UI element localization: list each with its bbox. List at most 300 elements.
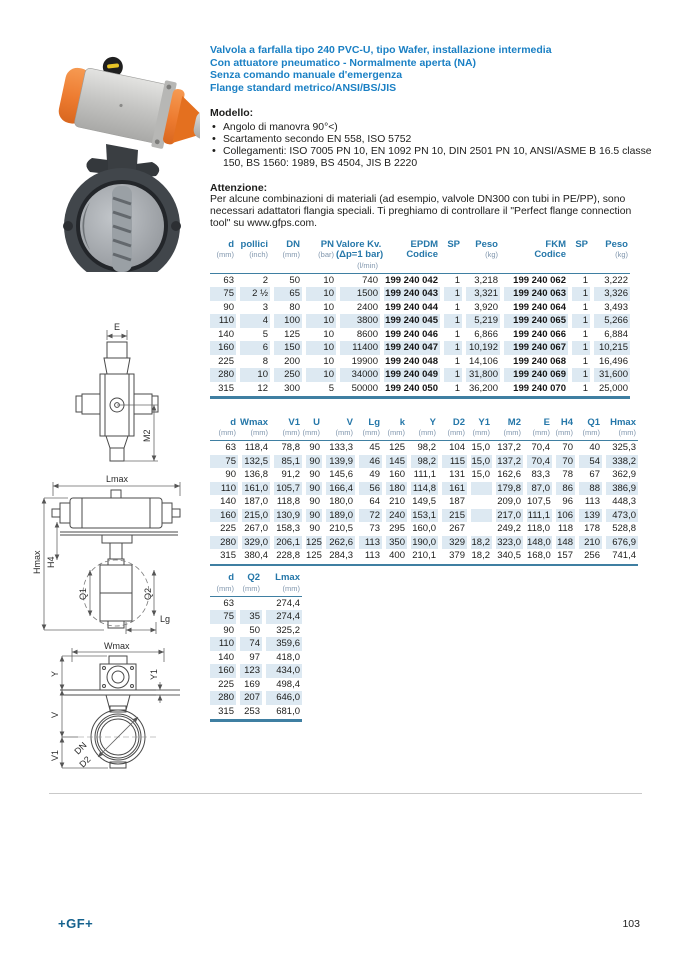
cell: 3,493 — [604, 301, 628, 313]
column-header: d (mm) — [210, 573, 236, 597]
cell: 150 — [270, 341, 302, 355]
cell: 162,6 — [497, 469, 521, 481]
product-photo-butterfly-valve-with-actuator — [52, 40, 200, 272]
cell: 100 — [270, 314, 302, 328]
cell: 160 — [210, 664, 236, 678]
cell: 16,496 — [598, 355, 628, 367]
cell: 10 — [323, 301, 334, 313]
bullet-icon: • — [212, 120, 216, 133]
attention-text: Per alcune combinazioni di materiali (ad esempio, valvole DN300 con tubi in PE/PP), sono necessari adattatori flangia speciali. Ti preghiamo di controllare il "Perfect flange connection tool" su www.gfps.com. — [210, 194, 632, 230]
cell: 250 — [270, 368, 302, 382]
cell — [467, 482, 492, 496]
table-row — [210, 664, 302, 678]
cell: 12 — [257, 382, 268, 394]
cell: 3 — [262, 301, 268, 313]
footer-separator-line — [49, 793, 642, 794]
cell: 350 — [382, 536, 407, 550]
table-row — [210, 441, 638, 455]
table-row — [210, 301, 630, 315]
cell: 113 — [355, 536, 382, 550]
column-header: M2 (mm) — [492, 418, 523, 442]
cell: 199 240 067 — [500, 341, 568, 355]
cell: 681,0 — [276, 705, 300, 717]
cell: 206,1 — [270, 536, 302, 550]
table-row — [210, 651, 302, 665]
cell: 10 — [302, 314, 336, 328]
cell: 118 — [557, 523, 573, 535]
cell: 145,6 — [329, 469, 353, 481]
cell: 90 — [223, 301, 234, 313]
table-row — [210, 382, 630, 396]
page-title-line-2: Con attuatore pneumatico - Normalmente aperta (NA) — [210, 56, 477, 69]
bullet-item — [210, 134, 654, 146]
cell: 274,4 — [262, 610, 302, 624]
column-header: Lmax (mm) — [262, 573, 302, 597]
table-row — [210, 536, 638, 550]
cell: 118,0 — [527, 523, 551, 535]
cell: 34000 — [336, 368, 380, 382]
column-header: E (mm) — [523, 418, 552, 442]
cell: 1 — [582, 328, 588, 340]
cell: 98,2 — [407, 455, 438, 469]
drawing-side-view-svg — [30, 642, 215, 808]
cell: 148 — [552, 536, 575, 550]
cell: 80 — [289, 301, 300, 313]
cell: 166,4 — [322, 482, 355, 496]
table-row — [210, 341, 630, 355]
cell: 215,0 — [238, 509, 270, 523]
column-header: SP — [568, 240, 590, 274]
cell: 125 — [389, 442, 405, 454]
cell: 217,0 — [492, 509, 523, 523]
cell: 8 — [262, 355, 268, 367]
cell: 10 — [302, 368, 336, 382]
cell: 179,8 — [492, 482, 523, 496]
cell: 274,4 — [276, 597, 300, 609]
cell: 75 — [210, 455, 238, 469]
cell: 78 — [562, 469, 573, 481]
cell: 1 — [568, 314, 590, 328]
page-number: 103 — [622, 918, 640, 930]
column-header: Peso (kg) — [590, 240, 630, 274]
cell: 362,9 — [612, 469, 636, 481]
table-row — [210, 705, 302, 719]
cell: 210 — [389, 496, 405, 508]
cell: 139,9 — [322, 455, 355, 469]
cell: 340,5 — [497, 550, 521, 562]
cell: 67 — [589, 469, 600, 481]
cell: 434,0 — [262, 664, 302, 678]
cell: 97 — [249, 651, 260, 663]
cell: 8600 — [356, 328, 378, 340]
cell: 448,3 — [612, 496, 636, 508]
cell: 90 — [309, 442, 320, 454]
cell: 3,326 — [590, 287, 630, 301]
table-bottom-rule — [210, 396, 630, 399]
cell: 1 — [454, 274, 460, 286]
cell: 199 240 045 — [380, 314, 440, 328]
q2-lmax-table — [210, 573, 302, 718]
cell: 36,200 — [468, 382, 498, 394]
cell: 115 — [438, 455, 467, 469]
table-row — [210, 691, 302, 705]
cell: 130,9 — [270, 509, 302, 523]
table-row — [210, 597, 302, 611]
cell: 676,9 — [602, 536, 638, 550]
cell: 145 — [382, 455, 407, 469]
cell: 140 — [218, 651, 234, 663]
cell: 240 — [382, 509, 407, 523]
table-bottom-rule — [210, 719, 302, 722]
cell: 199 240 068 — [513, 355, 566, 367]
cell — [467, 509, 492, 523]
cell: 74 — [236, 637, 262, 651]
cell: 73 — [369, 523, 380, 535]
gf-logo: +GF+ — [58, 916, 94, 931]
bullet-text: Scartamento secondo EN 558, ISO 5752 — [223, 133, 412, 145]
cell: 86 — [552, 482, 575, 496]
valve-photo-illustration — [52, 40, 200, 272]
cell: 125 — [284, 328, 300, 340]
page-title-line-4: Flange standard metrico/ANSI/BS/JIS — [210, 81, 397, 94]
cell: 50 — [249, 624, 260, 636]
column-header: Wmax (mm) — [238, 418, 270, 442]
cell: 50 — [289, 274, 300, 286]
cell: 178 — [584, 523, 600, 535]
cell: 140 — [218, 328, 234, 340]
technical-drawing-side-view — [30, 642, 215, 808]
dim-label-v: V — [50, 711, 60, 718]
cell: 90 — [309, 469, 320, 481]
cell: 1 — [454, 328, 460, 340]
column-header: V (mm) — [322, 418, 355, 442]
cell — [467, 495, 492, 509]
dim-label-h4: H4 — [46, 556, 56, 568]
cell: 90 — [302, 509, 322, 523]
bullet-item — [210, 146, 654, 170]
table-row — [210, 522, 638, 536]
column-header: Valore Kv. (Δp=1 bar) (l/min) — [336, 240, 380, 274]
cell: 315 — [218, 705, 234, 717]
cell: 63 — [223, 597, 234, 609]
cell: 90 — [302, 482, 322, 496]
table-row — [210, 368, 630, 382]
cell: 189,0 — [322, 509, 355, 523]
table-row — [210, 468, 638, 482]
cell: 90 — [309, 523, 320, 535]
cell: 380,4 — [244, 550, 268, 562]
cell: 125 — [302, 536, 322, 550]
cell: 300 — [284, 382, 300, 394]
dim-label-wmax: Wmax — [104, 642, 130, 651]
cell: 72 — [355, 509, 382, 523]
q2-lmax-table-wrap — [210, 573, 302, 722]
cell: 190,0 — [407, 536, 438, 550]
cell: 54 — [575, 455, 602, 469]
cell: 1 — [568, 341, 590, 355]
table-row — [210, 455, 638, 469]
cell: 70 — [552, 455, 575, 469]
cell: 280 — [210, 368, 236, 382]
cell: 3,218 — [474, 274, 498, 286]
cell: 18,2 — [471, 550, 490, 562]
cell: 280 — [210, 691, 236, 705]
ordering-table-wrap — [210, 240, 630, 399]
cell: 199 240 042 — [385, 274, 438, 286]
cell: 225 — [220, 523, 236, 535]
cell: 386,9 — [602, 482, 638, 496]
cell: 199 240 070 — [513, 382, 566, 394]
cell: 153,1 — [407, 509, 438, 523]
cell: 199 240 049 — [380, 368, 440, 382]
cell: 75 — [210, 287, 236, 301]
cell: 15,0 — [467, 455, 492, 469]
table-row — [210, 509, 638, 523]
drawing-top-view-svg — [50, 322, 180, 468]
cell: 63 — [223, 274, 234, 286]
cell: 199 240 044 — [385, 301, 438, 313]
dimensions-table — [210, 418, 638, 563]
cell: 64 — [369, 496, 380, 508]
cell: 31,600 — [590, 368, 630, 382]
cell: 338,2 — [602, 455, 638, 469]
cell: 10 — [302, 287, 336, 301]
cell: 225 — [218, 678, 234, 690]
cell: 5,266 — [590, 314, 630, 328]
cell: 2400 — [356, 301, 378, 313]
cell: 10 — [323, 355, 334, 367]
bullet-icon: • — [212, 145, 216, 158]
dim-label-dn: DN — [72, 740, 89, 757]
bullet-text: Angolo di manovra 90°<) — [223, 121, 338, 133]
cell: 15,0 — [471, 469, 490, 481]
cell: 105,7 — [270, 482, 302, 496]
cell: 210 — [575, 536, 602, 550]
cell: 106 — [552, 509, 575, 523]
cell: 323,0 — [492, 536, 523, 550]
cell: 498,4 — [276, 678, 300, 690]
table-bottom-rule — [210, 564, 638, 567]
table-row — [210, 287, 630, 301]
cell: 256 — [584, 550, 600, 562]
cell: 56 — [355, 482, 382, 496]
table-row — [210, 495, 638, 509]
cell: 19900 — [351, 355, 378, 367]
column-header: Y1 (mm) — [467, 418, 492, 442]
technical-drawing-front-view — [30, 472, 215, 640]
cell: 161,0 — [238, 482, 270, 496]
dim-label-e: E — [114, 322, 121, 332]
table-row — [210, 355, 630, 369]
cell: 210,5 — [329, 523, 353, 535]
cell: 160 — [210, 341, 236, 355]
attention-label: Attenzione: — [210, 181, 268, 194]
cell: 87,0 — [523, 482, 552, 496]
table-row — [210, 624, 302, 638]
cell: 25,000 — [598, 382, 628, 394]
cell: 149,5 — [412, 496, 436, 508]
cell: 199 240 046 — [385, 328, 438, 340]
cell: 249,2 — [497, 523, 521, 535]
cell: 180,0 — [329, 496, 353, 508]
cell: 210,1 — [412, 550, 436, 562]
cell: 225 — [218, 355, 234, 367]
cell: 180 — [382, 482, 407, 496]
cell: 35 — [236, 610, 262, 624]
cell: 215 — [438, 509, 467, 523]
cell: 139 — [575, 509, 602, 523]
cell: 1 — [440, 368, 462, 382]
dimensions-table-wrap — [210, 418, 638, 567]
cell: 10 — [323, 328, 334, 340]
cell: 253 — [244, 705, 260, 717]
cell: 5,219 — [462, 314, 500, 328]
cell: 113 — [584, 496, 600, 508]
table-row — [210, 482, 638, 496]
model-bullet-list — [210, 122, 654, 171]
cell: 199 240 066 — [513, 328, 566, 340]
cell — [467, 522, 492, 536]
cell: 114,8 — [407, 482, 438, 496]
cell: 168,0 — [527, 550, 551, 562]
cell: 199 240 047 — [380, 341, 440, 355]
column-header: Lg (mm) — [355, 418, 382, 442]
cell: 45 — [369, 442, 380, 454]
cell: 199 240 048 — [385, 355, 438, 367]
cell: 63 — [225, 442, 236, 454]
bullet-icon: • — [212, 132, 216, 145]
column-header: Q1 (mm) — [575, 418, 602, 442]
cell: 418,0 — [276, 651, 300, 663]
cell: 78,8 — [281, 442, 300, 454]
column-header: SP — [440, 240, 462, 274]
cell: 329,0 — [238, 536, 270, 550]
cell: 1 — [440, 341, 462, 355]
content-column — [210, 44, 654, 722]
dim-label-hmax: Hmax — [32, 550, 42, 574]
column-header: FKM Codice — [500, 240, 568, 274]
cell: 1 — [454, 355, 460, 367]
table-row — [210, 314, 630, 328]
page-title-line-1: Valvola a farfalla tipo 240 PVC-U, tipo Wafer, installazione intermedia — [210, 44, 552, 56]
cell: 49 — [369, 469, 380, 481]
cell: 315 — [220, 550, 236, 562]
cell: 5 — [262, 328, 268, 340]
cell: 1 — [568, 287, 590, 301]
cell: 2 ½ — [236, 287, 270, 301]
dim-label-v1: V1 — [50, 749, 60, 761]
cell: 31,800 — [462, 368, 500, 382]
cell: 400 — [389, 550, 405, 562]
cell: 528,8 — [612, 523, 636, 535]
cell: 1500 — [336, 287, 380, 301]
cell: 1 — [454, 382, 460, 394]
cell: 133,3 — [329, 442, 353, 454]
cell: 209,0 — [497, 496, 521, 508]
cell: 160,0 — [412, 523, 436, 535]
cell: 187 — [449, 496, 465, 508]
cell: 199 240 050 — [385, 382, 438, 394]
cell: 15,0 — [471, 442, 490, 454]
cell: 169 — [244, 678, 260, 690]
cell: 125 — [306, 550, 322, 562]
cell: 646,0 — [262, 691, 302, 705]
cell: 46 — [355, 455, 382, 469]
cell: 136,8 — [244, 469, 268, 481]
cell: 90 — [302, 455, 322, 469]
dim-label-m2: M2 — [142, 429, 152, 442]
cell: 123 — [236, 664, 262, 678]
cell: 187,0 — [244, 496, 268, 508]
cell: 70,4 — [523, 455, 552, 469]
table-row — [210, 274, 630, 288]
dim-label-d2: D2 — [77, 754, 93, 770]
cell: 199 240 064 — [513, 301, 566, 313]
cell: 85,1 — [270, 455, 302, 469]
cell: 741,4 — [612, 550, 636, 562]
dim-label-q1: Q1 — [78, 587, 88, 600]
column-header: EPDM Codice — [380, 240, 440, 274]
cell: 199 240 065 — [500, 314, 568, 328]
cell: 199 240 062 — [513, 274, 566, 286]
cell: 379 — [449, 550, 465, 562]
cell: 113 — [364, 550, 380, 562]
cell: 280 — [210, 536, 238, 550]
cell: 199 240 069 — [500, 368, 568, 382]
column-header: U (mm) — [302, 418, 322, 442]
cell: 740 — [362, 274, 378, 286]
cell: 107,5 — [527, 496, 551, 508]
cell: 207 — [236, 691, 262, 705]
cell: 6,884 — [604, 328, 628, 340]
technical-drawing-top-view — [50, 322, 180, 468]
cell: 315 — [218, 382, 234, 394]
column-header: DN (mm) — [270, 240, 302, 274]
table-row — [210, 637, 302, 651]
cell: 111,1 — [523, 509, 552, 523]
cell: 137,2 — [497, 442, 521, 454]
cell: 157 — [557, 550, 573, 562]
column-header: pollici (inch) — [236, 240, 270, 274]
ordering-table — [210, 240, 630, 396]
cell: 3,222 — [604, 274, 628, 286]
column-header: Hmax (mm) — [602, 418, 638, 442]
cell: 110 — [210, 314, 236, 328]
column-header: d (mm) — [210, 418, 238, 442]
column-header: Peso (kg) — [462, 240, 500, 274]
cell: 50000 — [351, 382, 378, 394]
table-row — [210, 328, 630, 342]
cell: 91,2 — [281, 469, 300, 481]
cell: 2 — [262, 274, 268, 286]
cell: 70 — [562, 442, 573, 454]
cell: 140 — [220, 496, 236, 508]
dim-label-lg: Lg — [160, 614, 171, 624]
cell: 199 240 043 — [380, 287, 440, 301]
cell: 96 — [562, 496, 573, 508]
cell: 325,3 — [612, 442, 636, 454]
cell: 3,321 — [462, 287, 500, 301]
cell: 1 — [440, 287, 462, 301]
cell: 3800 — [336, 314, 380, 328]
cell: 359,6 — [262, 637, 302, 651]
cell: 161 — [438, 482, 467, 496]
cell: 228,8 — [276, 550, 300, 562]
cell: 75 — [210, 610, 236, 624]
cell: 200 — [284, 355, 300, 367]
cell: 6 — [236, 341, 270, 355]
cell: 325,2 — [276, 624, 300, 636]
